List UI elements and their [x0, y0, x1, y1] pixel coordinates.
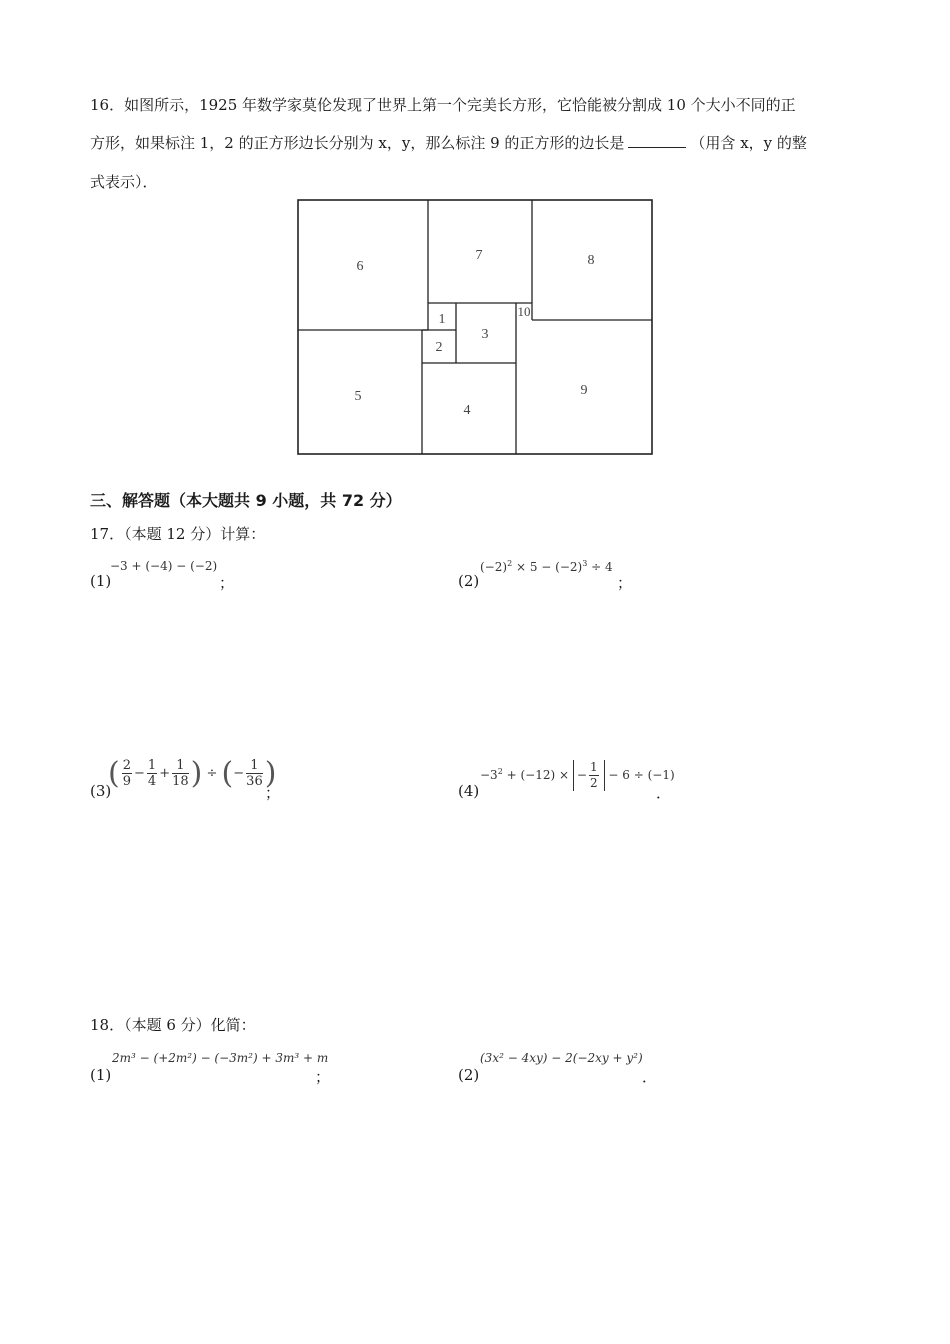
square-label-10: 10: [517, 304, 531, 319]
q18-2-end: ．: [642, 1068, 658, 1086]
q16-line3: 式表示）．: [90, 173, 158, 191]
q17-4-end: ．: [656, 784, 672, 802]
q18-title: 18．（本题 6 分）化简：: [90, 1016, 256, 1034]
q17-2-c: ÷ 4: [587, 560, 613, 574]
paren-close-icon: ): [190, 756, 203, 791]
q17-2-sup-a: 2: [507, 559, 513, 568]
square-label-5: 5: [354, 389, 362, 404]
q17-4-b: + (−12) ×: [502, 768, 570, 782]
q17-4-c: − 6 ÷ (−1): [608, 768, 675, 782]
square-label-2: 2: [435, 340, 443, 355]
paren-open-icon: (: [108, 756, 120, 791]
q17-3-end: ；: [265, 784, 281, 802]
q17-4-a: −3: [480, 768, 498, 782]
q16-line2-a: 方形，如果标注 1，2 的正方形边长分别为 x，y，那么标注 9 的正方形的边长是: [90, 134, 625, 152]
q17-4-sup-a: 2: [497, 767, 503, 776]
operator: +: [159, 766, 171, 781]
square-label-3: 3: [481, 327, 489, 342]
paren-close-icon: ): [264, 756, 277, 791]
square-label-1: 1: [438, 312, 446, 327]
operator: −: [233, 766, 245, 781]
operator: −: [134, 766, 145, 781]
q17-title: 17．（本题 12 分）计算：: [90, 525, 266, 543]
q18-1-label: (1): [90, 1066, 112, 1084]
square-label-7: 7: [475, 248, 483, 263]
section-title: 三、解答题（本大题共 9 小题，共 72 分）: [90, 491, 402, 510]
q17-3-expression: [108, 756, 276, 791]
square-label-4: 4: [463, 403, 471, 418]
q17-1-end: ；: [219, 574, 235, 592]
q17-2-expression: [480, 559, 613, 574]
q17-2-sup-b: 3: [582, 559, 588, 568]
q17-1-expression: −3 + (−4) − (−2): [110, 559, 218, 573]
absolute-value: − $\frac{1}{2}$: [573, 760, 605, 791]
perfect-rectangle-figure: [296, 198, 654, 456]
answer-blank[interactable]: [628, 133, 686, 148]
q18-1-expression: 2m³ − (+2m²) − (−3m²) + 3m³ + m: [112, 1051, 329, 1065]
q17-2-label: (2): [458, 572, 480, 590]
square-label-6: 6: [356, 259, 364, 274]
q17-1-label: (1): [90, 572, 112, 590]
paren-open-icon: (: [221, 756, 234, 791]
square-label-8: 8: [587, 253, 595, 268]
q17-4-label: (4): [458, 782, 480, 800]
q18-2-expression: (3x² − 4xy) − 2(−2xy + y²): [480, 1051, 643, 1065]
q17-3-label: (3): [90, 782, 112, 800]
q17-4-expression: [480, 760, 675, 791]
fraction: $\frac{2}{9}$: [122, 758, 131, 789]
fraction: $\frac{1}{18}$: [172, 758, 189, 789]
q16-line2: [90, 133, 807, 153]
operator: ÷: [206, 766, 218, 781]
q17-2-b: × 5 − (−2): [512, 560, 583, 574]
square-label-9: 9: [580, 383, 588, 398]
q16-line2-b: （用含 x，y 的整: [690, 134, 807, 152]
q16-line1: 16．如图所示，1925 年数学家莫伦发现了世界上第一个完美长方形，它恰能被分割成 10 个大小不同的正: [90, 96, 796, 114]
q17-2-a: (−2): [480, 560, 508, 574]
fraction: $\frac{1}{4}$: [147, 758, 157, 789]
q17-2-end: ；: [617, 574, 633, 592]
fraction: $\frac{1}{36}$: [246, 758, 263, 789]
q18-2-label: (2): [458, 1066, 480, 1084]
q18-1-end: ；: [315, 1068, 331, 1086]
